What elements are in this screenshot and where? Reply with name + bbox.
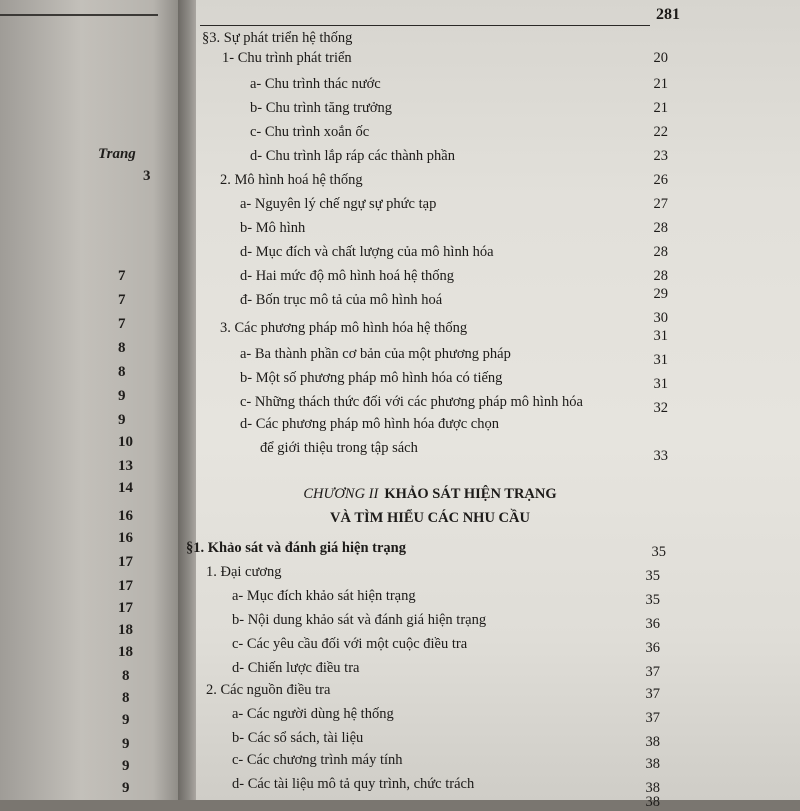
toc-page-number: 23 — [653, 148, 668, 164]
left-page-number: 16 — [118, 508, 133, 524]
left-page-number: 8 — [122, 690, 130, 706]
left-page-number: 9 — [122, 780, 130, 796]
left-page-number: 18 — [118, 622, 133, 638]
left-page-number: 9 — [122, 758, 130, 774]
left-page-number: 8 — [122, 668, 130, 684]
toc-entry: d- Các phương pháp mô hình hóa được chọn — [240, 416, 499, 432]
toc-page-number: 20 — [653, 50, 668, 66]
toc-page-number: 30 — [653, 310, 668, 326]
left-page-number: 16 — [118, 530, 133, 546]
toc-entry: a- Nguyên lý chế ngự sự phức tạp — [240, 196, 437, 212]
toc-entry: 3. Các phương pháp mô hình hóa hệ thống — [220, 320, 468, 336]
left-page-number: 9 — [118, 412, 126, 428]
toc-entry: c- Các chương trình máy tính — [232, 752, 403, 768]
left-page-number: 13 — [118, 458, 133, 474]
left-page-number: 17 — [118, 578, 133, 594]
toc-entry: b- Mô hình — [240, 220, 306, 236]
toc-page-number: 28 — [653, 268, 668, 284]
toc-page-number: 38 — [645, 780, 660, 796]
toc-entry: a- Mục đích khảo sát hiện trạng — [232, 588, 416, 604]
chapter-heading — [280, 486, 580, 503]
toc-page-number: 32 — [653, 400, 668, 416]
left-page-number: 3 — [143, 168, 151, 184]
page-number: 281 — [656, 6, 680, 23]
toc-entry: 1. Đại cương — [206, 564, 282, 580]
left-page-number: 9 — [118, 388, 126, 404]
toc-page-number: 28 — [653, 220, 668, 236]
left-page-number: 14 — [118, 480, 133, 496]
left-page-heading: Trang — [98, 146, 136, 162]
left-page — [0, 0, 180, 800]
toc-entry: c- Chu trình xoắn ốc — [250, 124, 370, 140]
left-page-number: 18 — [118, 644, 133, 660]
toc-entry: b- Nội dung khảo sát và đánh giá hiện trạng — [232, 612, 487, 628]
left-page-number: 9 — [122, 736, 130, 752]
left-page-number: 8 — [118, 364, 126, 380]
chapter-subtitle: VÀ TÌM HIỂU CÁC NHU CẦU — [330, 510, 530, 526]
toc-page-number: 35 — [651, 544, 666, 560]
toc-entry: b- Chu trình tăng trưởng — [250, 100, 392, 116]
left-page-number: 9 — [122, 712, 130, 728]
toc-page-number: 21 — [653, 76, 668, 92]
toc-page-number: 37 — [645, 664, 660, 680]
toc-entry: d- Mục đích và chất lượng của mô hình hóa — [240, 244, 494, 260]
toc-entry: d- Chu trình lắp ráp các thành phần — [250, 148, 455, 164]
toc-entry: d- Chiến lược điều tra — [232, 660, 360, 676]
left-page-number: 7 — [118, 292, 126, 308]
toc-entry: a- Chu trình thác nước — [250, 76, 381, 92]
toc-page-number: 31 — [653, 376, 668, 392]
toc-entry: c- Các yêu cầu đối với một cuộc điều tra — [232, 636, 468, 652]
toc-page-number: 22 — [653, 124, 668, 140]
toc-entry: 1- Chu trình phát triển — [222, 50, 352, 66]
toc-entry: 2. Mô hình hoá hệ thống — [220, 172, 363, 188]
toc-page-number: 33 — [653, 448, 668, 464]
chapter-title: KHẢO SÁT HIỆN TRẠNG — [384, 486, 557, 502]
toc-entry: b- Một số phương pháp mô hình hóa có tiếng — [240, 370, 503, 386]
left-page-number: 7 — [118, 316, 126, 332]
toc-page-number: 36 — [645, 616, 660, 632]
toc-page-number: 26 — [653, 172, 668, 188]
toc-page-number: 27 — [653, 196, 668, 212]
left-page-number: 8 — [118, 340, 126, 356]
toc-page-number: 31 — [653, 352, 668, 368]
header-rule — [200, 25, 650, 26]
toc-page-number: 31 — [653, 328, 668, 344]
section-title: §1. Khảo sát và đánh giá hiện trạng — [186, 540, 406, 556]
toc-page-number: 37 — [645, 710, 660, 726]
toc-page-number: 29 — [653, 286, 668, 302]
toc-entry: d- Hai mức độ mô hình hoá hệ thống — [240, 268, 455, 284]
toc-entry: d- Các tài liệu mô tả quy trình, chức trách — [232, 776, 475, 792]
chapter-label: CHƯƠNG II — [303, 486, 379, 502]
left-page-rule — [0, 14, 158, 16]
toc-page-number: 38 — [645, 794, 660, 810]
left-page-number: 17 — [118, 600, 133, 616]
toc-page-number: 35 — [645, 592, 660, 608]
toc-page-number: 38 — [645, 734, 660, 750]
toc-page-number: 37 — [645, 686, 660, 702]
toc-entry: b- Các sổ sách, tài liệu — [232, 730, 364, 746]
toc-page-number: 38 — [645, 756, 660, 772]
toc-entry: 2. Các nguồn điều tra — [206, 682, 331, 698]
toc-page-number: 28 — [653, 244, 668, 260]
toc-page-number: 35 — [645, 568, 660, 584]
left-page-number: 10 — [118, 434, 133, 450]
toc-entry: c- Những thách thức đối với các phương pháp mô hình hóa — [240, 394, 583, 410]
toc-entry: để giới thiệu trong tập sách — [260, 440, 418, 456]
section-title: §3. Sự phát triển hệ thống — [202, 30, 353, 46]
left-page-number: 17 — [118, 554, 133, 570]
toc-page-number: 36 — [645, 640, 660, 656]
toc-page-number: 21 — [653, 100, 668, 116]
toc-entry: a- Các người dùng hệ thống — [232, 706, 394, 722]
toc-entry: đ- Bốn trục mô tả của mô hình hoá — [240, 292, 443, 308]
left-page-number: 7 — [118, 268, 126, 284]
toc-entry: a- Ba thành phần cơ bản của một phương pháp — [240, 346, 511, 362]
